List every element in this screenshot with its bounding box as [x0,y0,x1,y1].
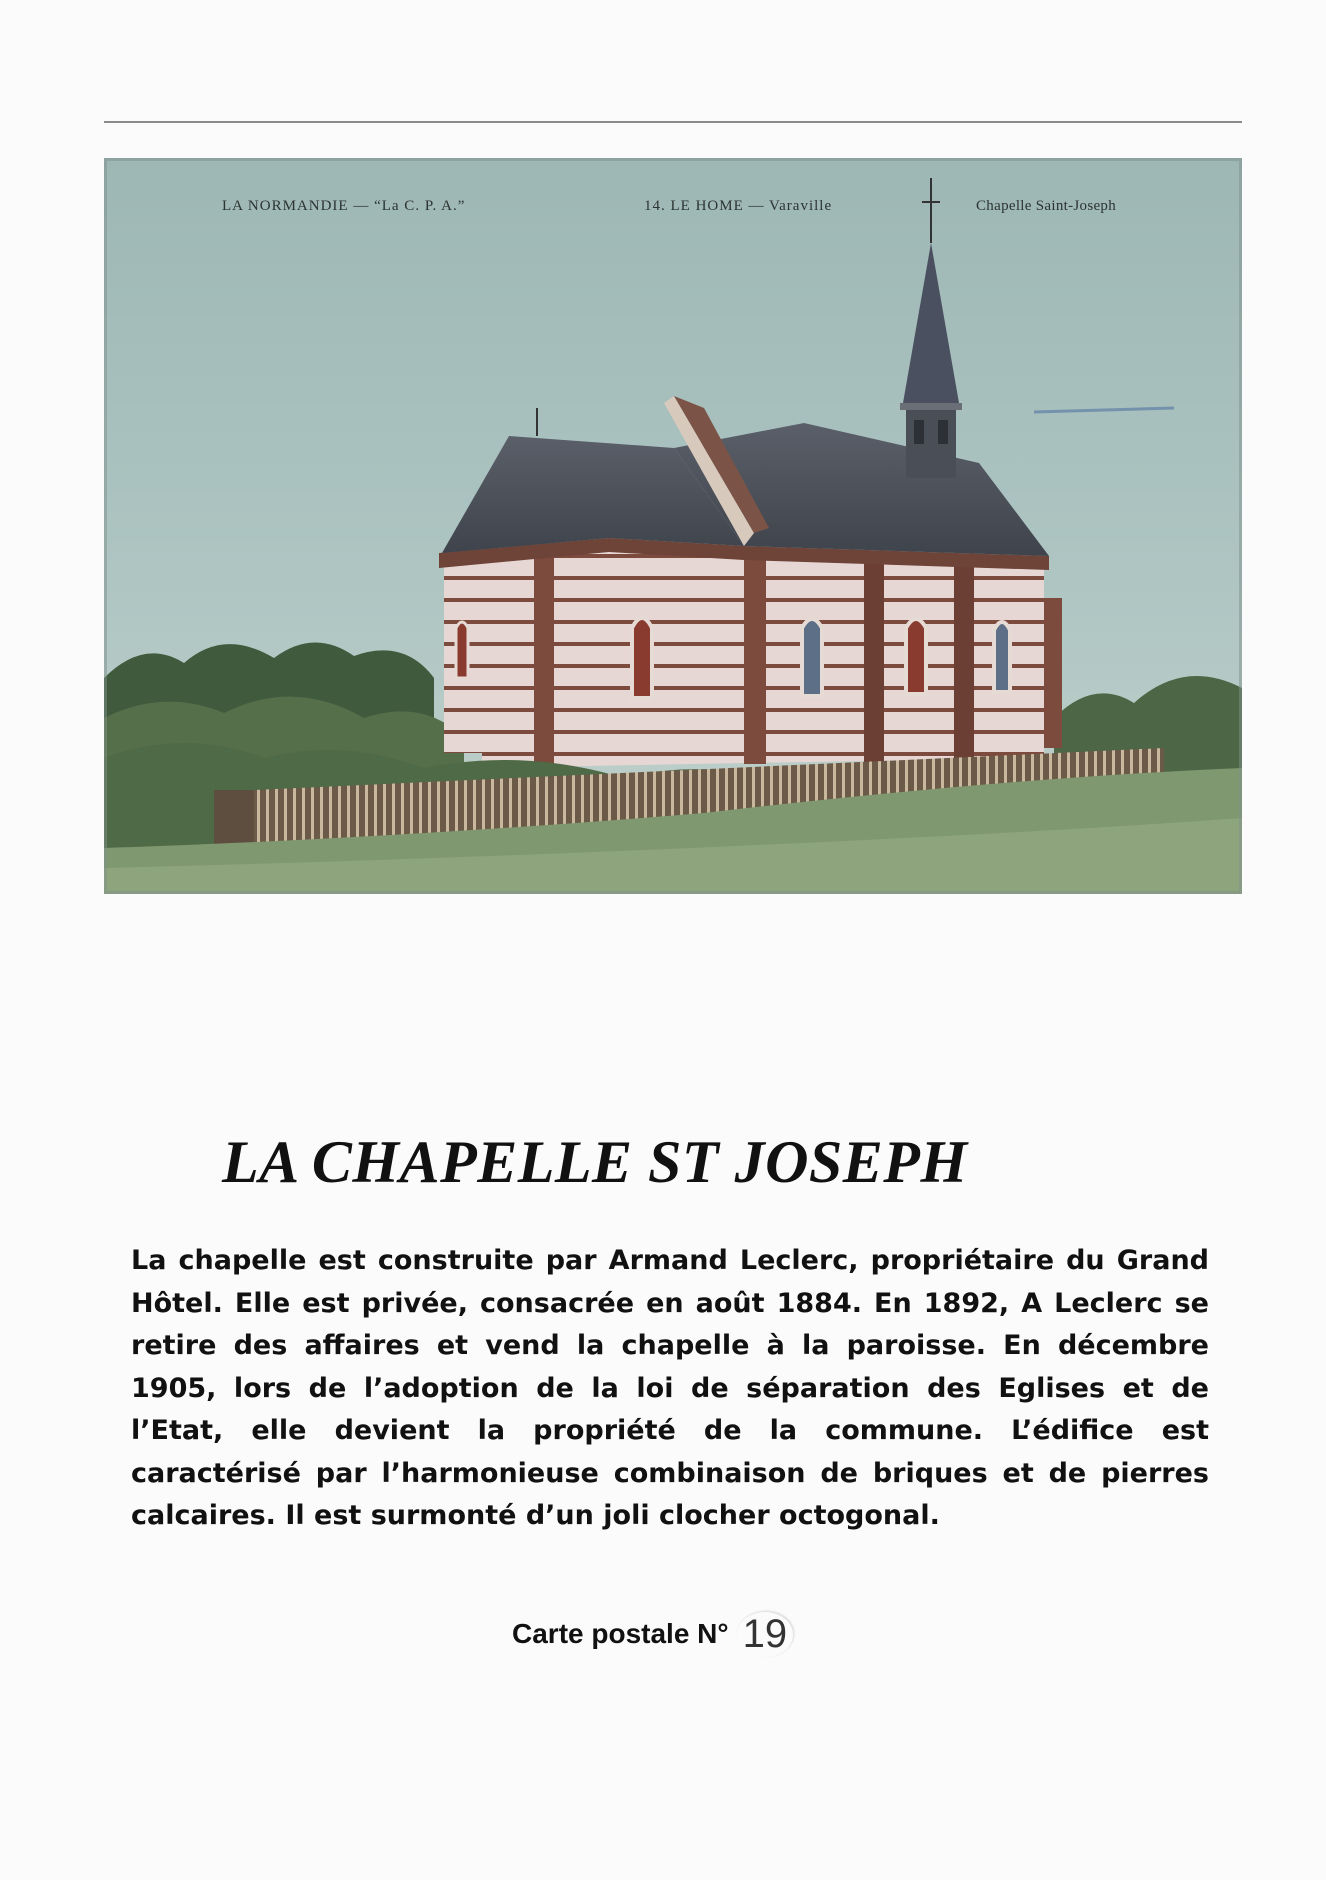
chapel-photo-icon [104,158,1242,894]
page-title: LA CHAPELLE ST JOSEPH [222,1129,968,1195]
postcard-number-badge: 19 [737,1612,794,1657]
top-rule [104,121,1242,123]
postcard-number-label [512,1612,793,1657]
postcard-caption-center: 14. LE HOME — Varaville [644,198,833,214]
description-paragraph: La chapelle est construite par Armand Leclerc, propriétaire du Grand Hôtel. Elle est privée, consacrée en août 1884. En 1892, A Leclerc se retire des affaires et vend la chapelle à la paroisse. En décembre 1905, lors de l’adoption de la loi de séparation des Eglises et de l’Etat, elle devient la propriété de la commune. L’édifice est caractérisé par l’harmonieuse combinaison de briques et de pierres calcaires. Il est surmonté d’un joli clocher octogonal. [131,1245,1209,1531]
postcard-number-text: Carte postale N° [512,1618,729,1649]
postcard-image [104,158,1242,894]
postcard-caption-right: Chapelle Saint-Joseph [976,198,1117,214]
postcard-caption-left: LA NORMANDIE — “La C. P. A.” [222,198,466,214]
